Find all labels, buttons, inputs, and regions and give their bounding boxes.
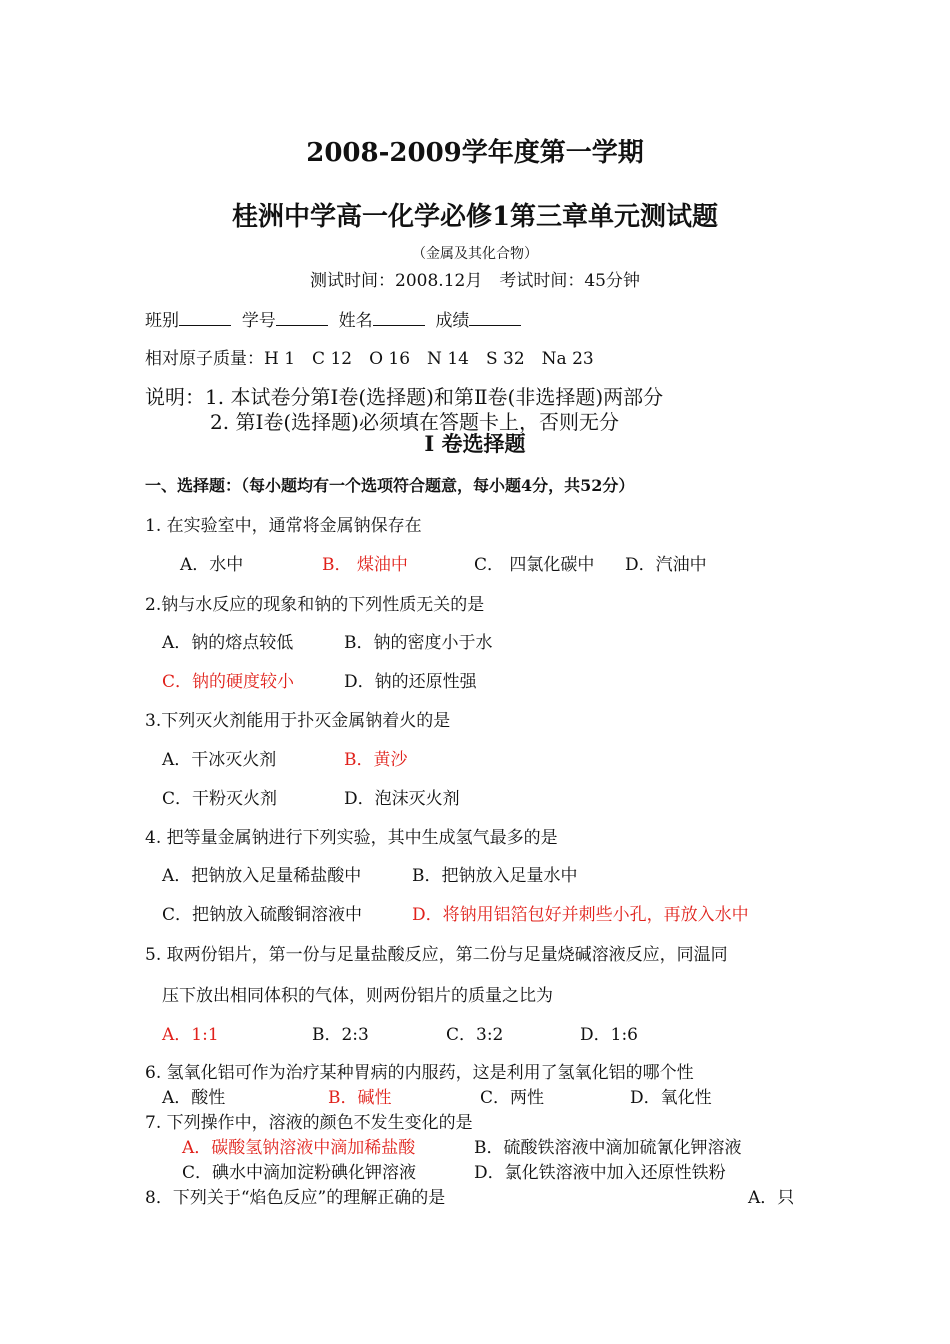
q2-option-b: B．钠的密度小于水 <box>344 633 493 653</box>
q2-stem: 2.钠与水反应的现象和钠的下列性质无关的是 <box>145 595 485 615</box>
q7-option-b: B．硫酸铁溶液中滴加硫氰化钾溶液 <box>474 1138 742 1158</box>
q4-option-d: D．将钠用铝箔包好并刺些小孔，再放入水中 <box>412 905 749 925</box>
q3-option-a: A．干冰灭火剂 <box>162 750 277 770</box>
q7-stem: 7. 下列操作中，溶液的颜色不发生变化的是 <box>145 1113 473 1133</box>
q4-option-b: B．把钠放入足量水中 <box>412 866 578 886</box>
exam-term-title: 2008-2009学年度第一学期 <box>306 138 644 168</box>
section-title: Ⅰ 卷选择题 <box>424 431 526 456</box>
q1-stem: 1. 在实验室中，通常将金属钠保存在 <box>145 516 422 536</box>
score-blank[interactable] <box>469 311 521 326</box>
q8-stem: 8．下列关于“焰色反应”的理解正确的是 <box>145 1188 446 1208</box>
id-blank[interactable] <box>276 311 328 326</box>
q5-option-a: A．1:1 <box>162 1025 219 1045</box>
note-line-2: 2. 第Ⅰ卷(选择题)必须填在答题卡上，否则无分 <box>210 410 619 434</box>
q7-option-a: A．碳酸氢钠溶液中滴加稀盐酸 <box>182 1138 416 1158</box>
atomic-mass-line: 相对原子质量：H 1 C 12 O 16 N 14 S 32 Na 23 <box>145 349 594 369</box>
q6-option-d: D．氧化性 <box>630 1088 712 1108</box>
q1-option-c: C． 四氯化碳中 <box>474 555 595 575</box>
q2-option-a: A．钠的熔点较低 <box>162 633 294 653</box>
q4-stem: 4. 把等量金属钠进行下列实验，其中生成氢气最多的是 <box>145 828 558 848</box>
q2-option-d: D．钠的还原性强 <box>344 672 477 692</box>
q5-option-d: D．1:6 <box>580 1025 638 1045</box>
q6-stem: 6. 氢氧化铝可作为治疗某种胃病的内服药，这是利用了氢氧化铝的哪个性 <box>145 1063 694 1083</box>
q5-stem-line-1: 5. 取两份铝片，第一份与足量盐酸反应，第二份与足量烧碱溶液反应，同温同 <box>145 945 728 965</box>
q6-option-b: B．碱性 <box>328 1088 392 1108</box>
q8-option-a: A．只 <box>748 1188 795 1208</box>
name-blank[interactable] <box>373 311 425 326</box>
q7-option-d: D．氯化铁溶液中加入还原性铁粉 <box>474 1163 726 1183</box>
exam-title: 桂洲中学高一化学必修1第三章单元测试题 <box>231 202 719 232</box>
q3-option-b: B．黄沙 <box>344 750 408 770</box>
student-info-row <box>145 306 521 331</box>
q1-option-a: A．水中 <box>180 555 244 575</box>
q3-option-d: D．泡沫灭火剂 <box>344 789 460 809</box>
q3-stem: 3.下列灭火剂能用于扑灭金属钠着火的是 <box>145 711 451 731</box>
time-line: 测试时间：2008.12月 考试时间：45分钟 <box>310 271 640 291</box>
q6-option-a: A．酸性 <box>162 1088 226 1108</box>
q4-option-c: C．把钠放入硫酸铜溶液中 <box>162 905 363 925</box>
name-label: 姓名 <box>338 311 373 331</box>
q1-option-d: D．汽油中 <box>625 555 707 575</box>
q1-option-b: B． 煤油中 <box>322 555 408 575</box>
class-label: 班别 <box>145 311 179 331</box>
q5-option-c: C．3:2 <box>446 1025 504 1045</box>
section-heading: 一、选择题：（每小题均有一个选项符合题意，每小题4分，共52分） <box>145 476 635 495</box>
id-label: 学号 <box>241 311 276 331</box>
score-label: 成绩 <box>435 311 470 331</box>
q5-stem-line-2: 压下放出相同体积的气体，则两份铝片的质量之比为 <box>162 986 553 1006</box>
q6-option-c: C．两性 <box>480 1088 545 1108</box>
q5-option-b: B．2:3 <box>312 1025 369 1045</box>
q7-option-c: C．碘水中滴加淀粉碘化钾溶液 <box>182 1163 417 1183</box>
note-line-1: 说明：1. 本试卷分第Ⅰ卷(选择题)和第Ⅱ卷(非选择题)两部分 <box>145 385 664 409</box>
exam-subtitle: （金属及其化合物） <box>412 246 538 262</box>
q2-option-c: C．钠的硬度较小 <box>162 672 295 692</box>
q3-option-c: C．干粉灭火剂 <box>162 789 278 809</box>
class-blank[interactable] <box>179 311 231 326</box>
q4-option-a: A．把钠放入足量稀盐酸中 <box>162 866 362 886</box>
